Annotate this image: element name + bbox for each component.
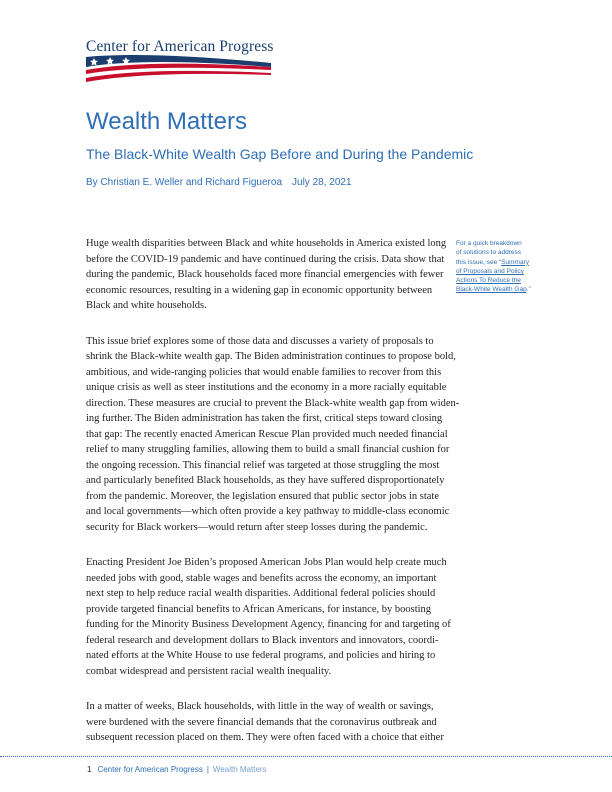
text-line: that gap: The recently enacted American Rescue Plan provided much needed financial xyxy=(86,428,448,440)
text-line: were burdened with the severe financial demands that the coronavirus outbreak and xyxy=(86,716,437,728)
text-line: Enacting President Joe Biden’s proposed American Jobs Plan would help create much xyxy=(86,557,447,568)
cap-logo xyxy=(86,38,286,84)
text-line: security for Black workers—would return after steep losses during the pandemic. xyxy=(86,521,428,533)
text-line: combat widespread and persistent racial wealth inequality. xyxy=(86,665,332,677)
sidenote-text xyxy=(456,267,536,276)
text-line: ambitious, and wide-ranging policies that would enable families to recover from this xyxy=(86,366,442,378)
paragraph xyxy=(86,699,458,746)
text-line: and particularly benefited Black households, as they have suffered disproportionately xyxy=(86,475,445,486)
paragraph xyxy=(86,334,458,536)
text-line: This issue brief explores some of those data and discusses a variety of proposals to xyxy=(86,335,434,347)
text-line: ing further. The Biden administration has taken the first, critical steps toward closing xyxy=(86,413,443,424)
sidenote-text: .” xyxy=(526,286,531,294)
logo-org-name: Center for American Progress xyxy=(86,38,274,55)
text-line: nated efforts at the White House to use federal programs, and policies and hiring to xyxy=(86,650,436,661)
text-line: Black and white households. xyxy=(86,300,207,311)
text-line: direction. These measures are crucial to prevent the Black-white wealth gap from widen- xyxy=(86,397,460,409)
page-subtitle: The Black-White Wealth Gap Before and During the Pandemic xyxy=(86,146,474,162)
sidenote xyxy=(456,239,536,295)
footer-separator: | xyxy=(206,765,209,774)
page-number: 1 xyxy=(87,765,92,774)
page-footer xyxy=(87,765,267,774)
text-line: economic resources, resulting in a widening gap in economic opportunity between xyxy=(86,284,433,296)
text-line: shrink the Black-white wealth gap. The Biden administration continues to propose bold, xyxy=(86,351,456,362)
summary-link[interactable]: Summary xyxy=(501,258,529,266)
text-line: unique crisis as well as steer institutions and the economy in a more racially equitable xyxy=(86,382,447,393)
paragraph xyxy=(86,236,458,314)
authors: By Christian E. Weller and Richard Figueroa xyxy=(86,177,283,188)
text-line: next step to help reduce racial wealth disparities. Additional federal policies should xyxy=(86,588,436,599)
text-line: during the pandemic, Black households faced more financial emergencies with fewer xyxy=(86,269,444,280)
flag-swoosh-icon xyxy=(86,53,286,85)
page-title: Wealth Matters xyxy=(86,108,247,135)
sidenote-text: For a quick breakdown xyxy=(456,240,522,247)
sidenote-text xyxy=(456,285,536,294)
text-line: federal research and development dollars to Black inventors and innovators, coordi- xyxy=(86,634,439,646)
text-line: the ongoing recession. This financial relief was targeted at those struggling the most xyxy=(86,459,440,471)
text-line: relief to many struggling families, allowing them to build a small financial cushion for xyxy=(86,444,450,455)
summary-link[interactable]: Black-White Wealth Gap xyxy=(456,286,527,294)
sidenote-text: this issue, see “ xyxy=(456,258,502,266)
text-line: provide targeted financial benefits to African Americans, for instance, by boosting xyxy=(86,603,432,615)
footer-org: Center for American Progress xyxy=(97,765,203,774)
publish-date: July 28, 2021 xyxy=(292,177,352,188)
summary-link[interactable]: Actions To Reduce the xyxy=(456,277,521,285)
sidenote-text: of solutions to address xyxy=(456,249,522,257)
article-body xyxy=(86,236,458,766)
summary-link[interactable]: of Proposals and Policy xyxy=(456,267,524,275)
text-line: from the pandemic. Moreover, the legislation ensured that public sector jobs in state xyxy=(86,490,439,502)
text-line: needed jobs with good, stable wages and benefits across the economy, an important xyxy=(86,572,437,584)
text-line: funding for the Minority Business Development Agency, financing for and targeting of xyxy=(86,619,451,630)
footer-section: Wealth Matters xyxy=(212,765,267,774)
footer-divider xyxy=(0,756,612,757)
sidenote-text xyxy=(456,258,536,267)
text-line: and local governments—which often provide a key pathway to middle-class economic xyxy=(86,506,450,517)
byline xyxy=(86,177,352,188)
text-line: subsequent recession placed on them. They were often faced with a choice that either xyxy=(86,732,444,743)
text-line: In a matter of weeks, Black households, with little in the way of wealth or savings, xyxy=(86,701,434,712)
text-line: Huge wealth disparities between Black and white households in America existed long xyxy=(86,238,447,249)
paragraph xyxy=(86,555,458,679)
text-line: before the COVID-19 pandemic and have continued during the crisis. Data show that xyxy=(86,253,445,265)
sidenote-text xyxy=(456,276,536,285)
